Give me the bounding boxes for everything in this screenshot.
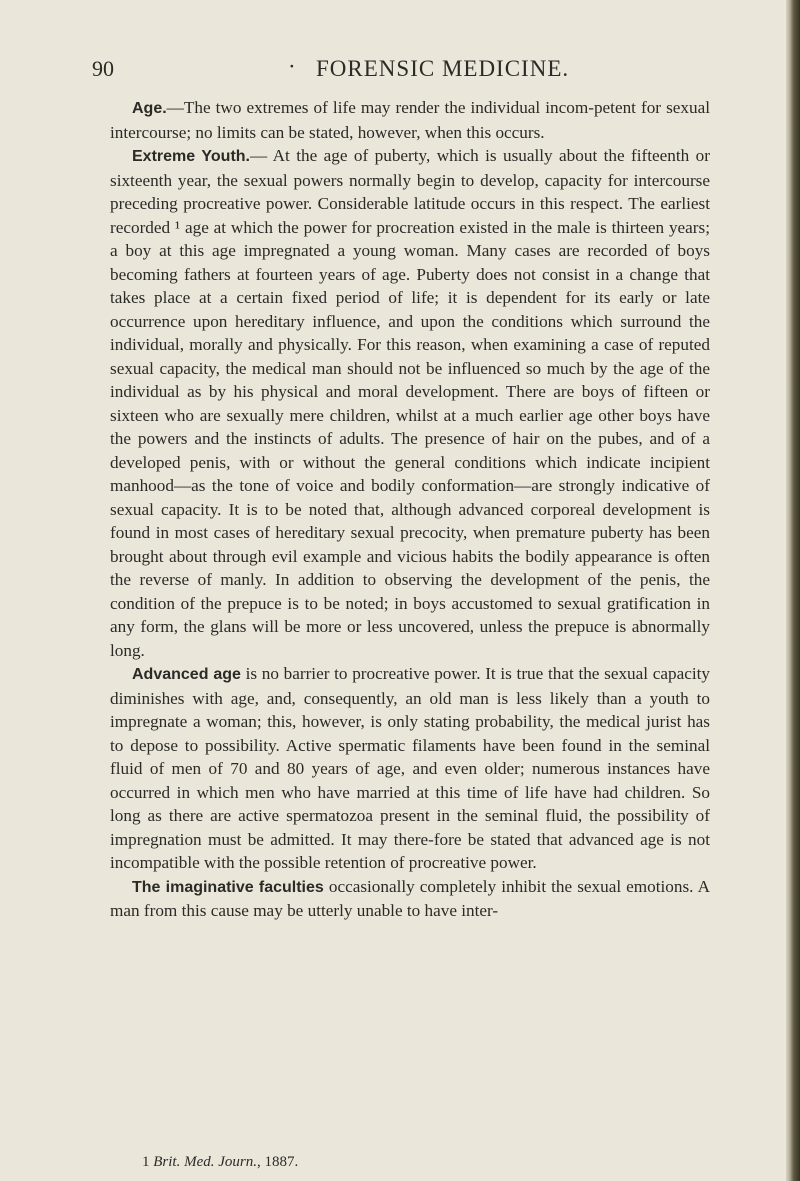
paragraph-age (110, 96, 710, 144)
footnote-marker: 1 (142, 1154, 150, 1170)
page-edge-shadow (786, 0, 800, 1181)
paragraph-advanced-age (110, 662, 710, 875)
paragraph-imaginative-faculties (110, 875, 710, 923)
footnote-reference: Brit. Med. Journ. (153, 1154, 257, 1170)
footnote (142, 1154, 298, 1171)
paragraph-text: — At the age of puberty, which is usually about the fifteenth or sixteenth year, the sexual powers normally begin to develop, capacity for intercourse preceding procreative power. Considerable latitude occurs in this respect. The earliest recorded ¹ age at which the power for procreation existed in the male is thirteen years; a boy at this age impregnated a young woman. Many cases are recorded of boys becoming fathers at fourteen years of age. Puberty does not consist in a change that takes place at a certain fixed period of life; it is dependent for its early or late occurrence upon hereditary influence, and upon the conditions which surround the individual, morally and physically. For this reason, when examining a case of reputed sexual capacity, the medical man should not be influenced so much by the age of the individual as by his physical and moral development. There are boys of fifteen or sixteen who are sexually mere children, whilst at a much earlier age other boys have the powers and the instincts of adults. The presence of hair on the pubes, and of a developed penis, with or without the general conditions which indicate incipient manhood—as the tone of voice and bodily conformation—are strongly indicative of sexual capacity. It is to be noted that, although advanced corporeal development is found in most cases of hereditary sexual precocity, when premature puberty has been brought about through evil example and vicious habits the bodily appearance is often the reverse of manly. In addition to observing the development of the penis, the condition of the prepuce is to be noted; in boys accustomed to sexual gratification in any form, the glans will be more or less uncovered, unless the prepuce is abnormally long. (110, 146, 710, 660)
paragraph-text: —The two extremes of life may render the individual incom-petent for sexual intercourse; no limits can be stated, however, when this occurs. (110, 98, 710, 142)
page-number: 90 (92, 56, 114, 81)
running-head: · FORENSIC MEDICINE. (316, 56, 569, 82)
footnote-year: , 1887. (256, 1154, 299, 1170)
page-header (92, 56, 702, 86)
body-text (110, 96, 710, 923)
paragraph-lead: Extreme Youth. (132, 148, 250, 165)
paragraph-extreme-youth (110, 144, 710, 662)
paragraph-text: occasionally completely inhibit the sexual emotions. A man from this cause may be utterly unable to have inter- (110, 876, 710, 920)
paragraph-lead: Age. (132, 100, 167, 117)
paragraph-lead: Advanced age (132, 666, 241, 683)
paragraph-lead: The imaginative faculties (132, 878, 324, 896)
paragraph-text: is no barrier to procreative power. It is true that the sexual capacity diminishes with age, and, consequently, an old man is less likely than a youth to impregnate a woman; this, however, is only stating probability, the medical jurist has to depose to possibility. Active spermatic filaments have been found in the seminal fluid of men of 70 and 80 years of age, and even older; numerous instances have occurred in which men who have married at this time of life have had children. So long as there are active spermatozoa present in the seminal fluid, the possibility of impregnation must be admitted. It may there-fore be stated that advanced age is not incompatible with the possible retention of procreative power. (110, 664, 710, 872)
